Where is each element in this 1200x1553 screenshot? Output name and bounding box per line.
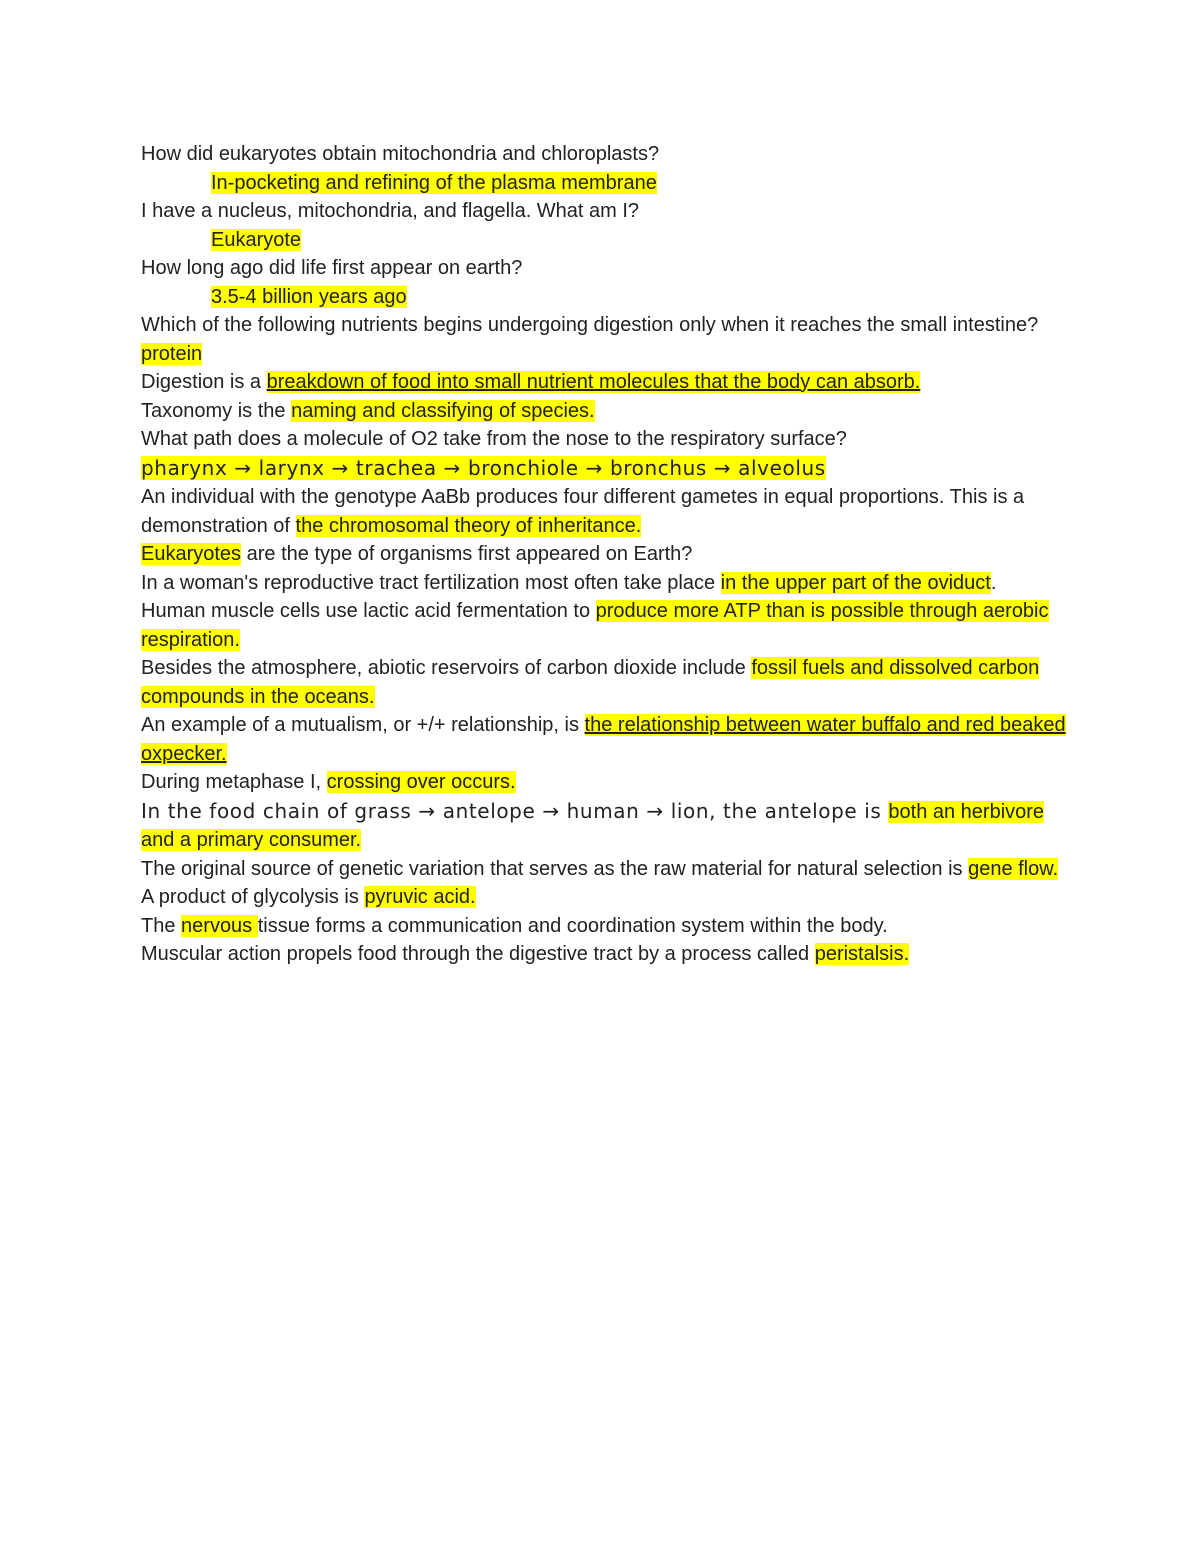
statement-digestion: Digestion is a breakdown of food into small nutrient molecules that the body can absorb.	[141, 371, 921, 393]
statement-first-organisms: Eukaryotes are the type of organisms first appeared on Earth?	[141, 543, 693, 565]
statement-metaphase: During metaphase I, crossing over occurs.	[141, 771, 516, 793]
document-body	[141, 140, 1071, 969]
question-mitochondria-origin: How did eukaryotes obtain mitochondria and chloroplasts?	[141, 143, 660, 165]
answer-what-am-i: Eukaryote	[211, 228, 302, 251]
statement-genotype: An individual with the genotype AaBb produces four different gametes in equal proportions. This is a demonstration of the chromosomal theory of inheritance.	[141, 486, 1025, 537]
answer-life-origin: 3.5-4 billion years ago	[211, 285, 407, 308]
question-what-am-i: I have a nucleus, mitochondria, and flagella. What am I?	[141, 200, 640, 222]
statement-nervous-tissue: The nervous tissue forms a communication and coordination system within the body.	[141, 914, 888, 937]
statement-lactic-acid: Human muscle cells use lactic acid fermentation to produce more ATP than is possible through aerobic respiration.	[141, 600, 1049, 651]
statement-mutualism: An example of a mutualism, or +/+ relationship, is the relationship between water buffalo and red beaked oxpecker.	[141, 714, 1066, 765]
statement-peristalsis: Muscular action propels food through the digestive tract by a process called peristalsis.	[141, 943, 910, 965]
answer-nutrient-digestion: protein	[141, 342, 203, 365]
question-life-origin: How long ago did life first appear on earth?	[141, 257, 523, 279]
question-o2-path: What path does a molecule of O2 take from the nose to the respiratory surface?	[141, 428, 847, 450]
statement-genetic-variation: The original source of genetic variation that serves as the raw material for natural selection is gene flow.	[141, 857, 1059, 880]
statement-food-chain: In the food chain of grass → antelope → human → lion, the antelope is both an herbivore and a primary consumer.	[141, 798, 1045, 851]
answer-mitochondria-origin: In-pocketing and refining of the plasma membrane	[211, 171, 657, 194]
statement-fertilization: In a woman's reproductive tract fertilization most often take place in the upper part of the oviduct.	[141, 571, 997, 594]
answer-o2-path: pharynx → larynx → trachea → bronchiole → bronchus → alveolus	[141, 455, 826, 480]
question-nutrient-digestion: Which of the following nutrients begins undergoing digestion only when it reaches the small intestine?	[141, 314, 1039, 336]
statement-carbon-reservoirs: Besides the atmosphere, abiotic reservoirs of carbon dioxide include fossil fuels and dissolved carbon compounds in the oceans.	[141, 657, 1040, 708]
statement-glycolysis: A product of glycolysis is pyruvic acid.	[141, 886, 476, 908]
statement-taxonomy: Taxonomy is the naming and classifying of species.	[141, 399, 595, 422]
